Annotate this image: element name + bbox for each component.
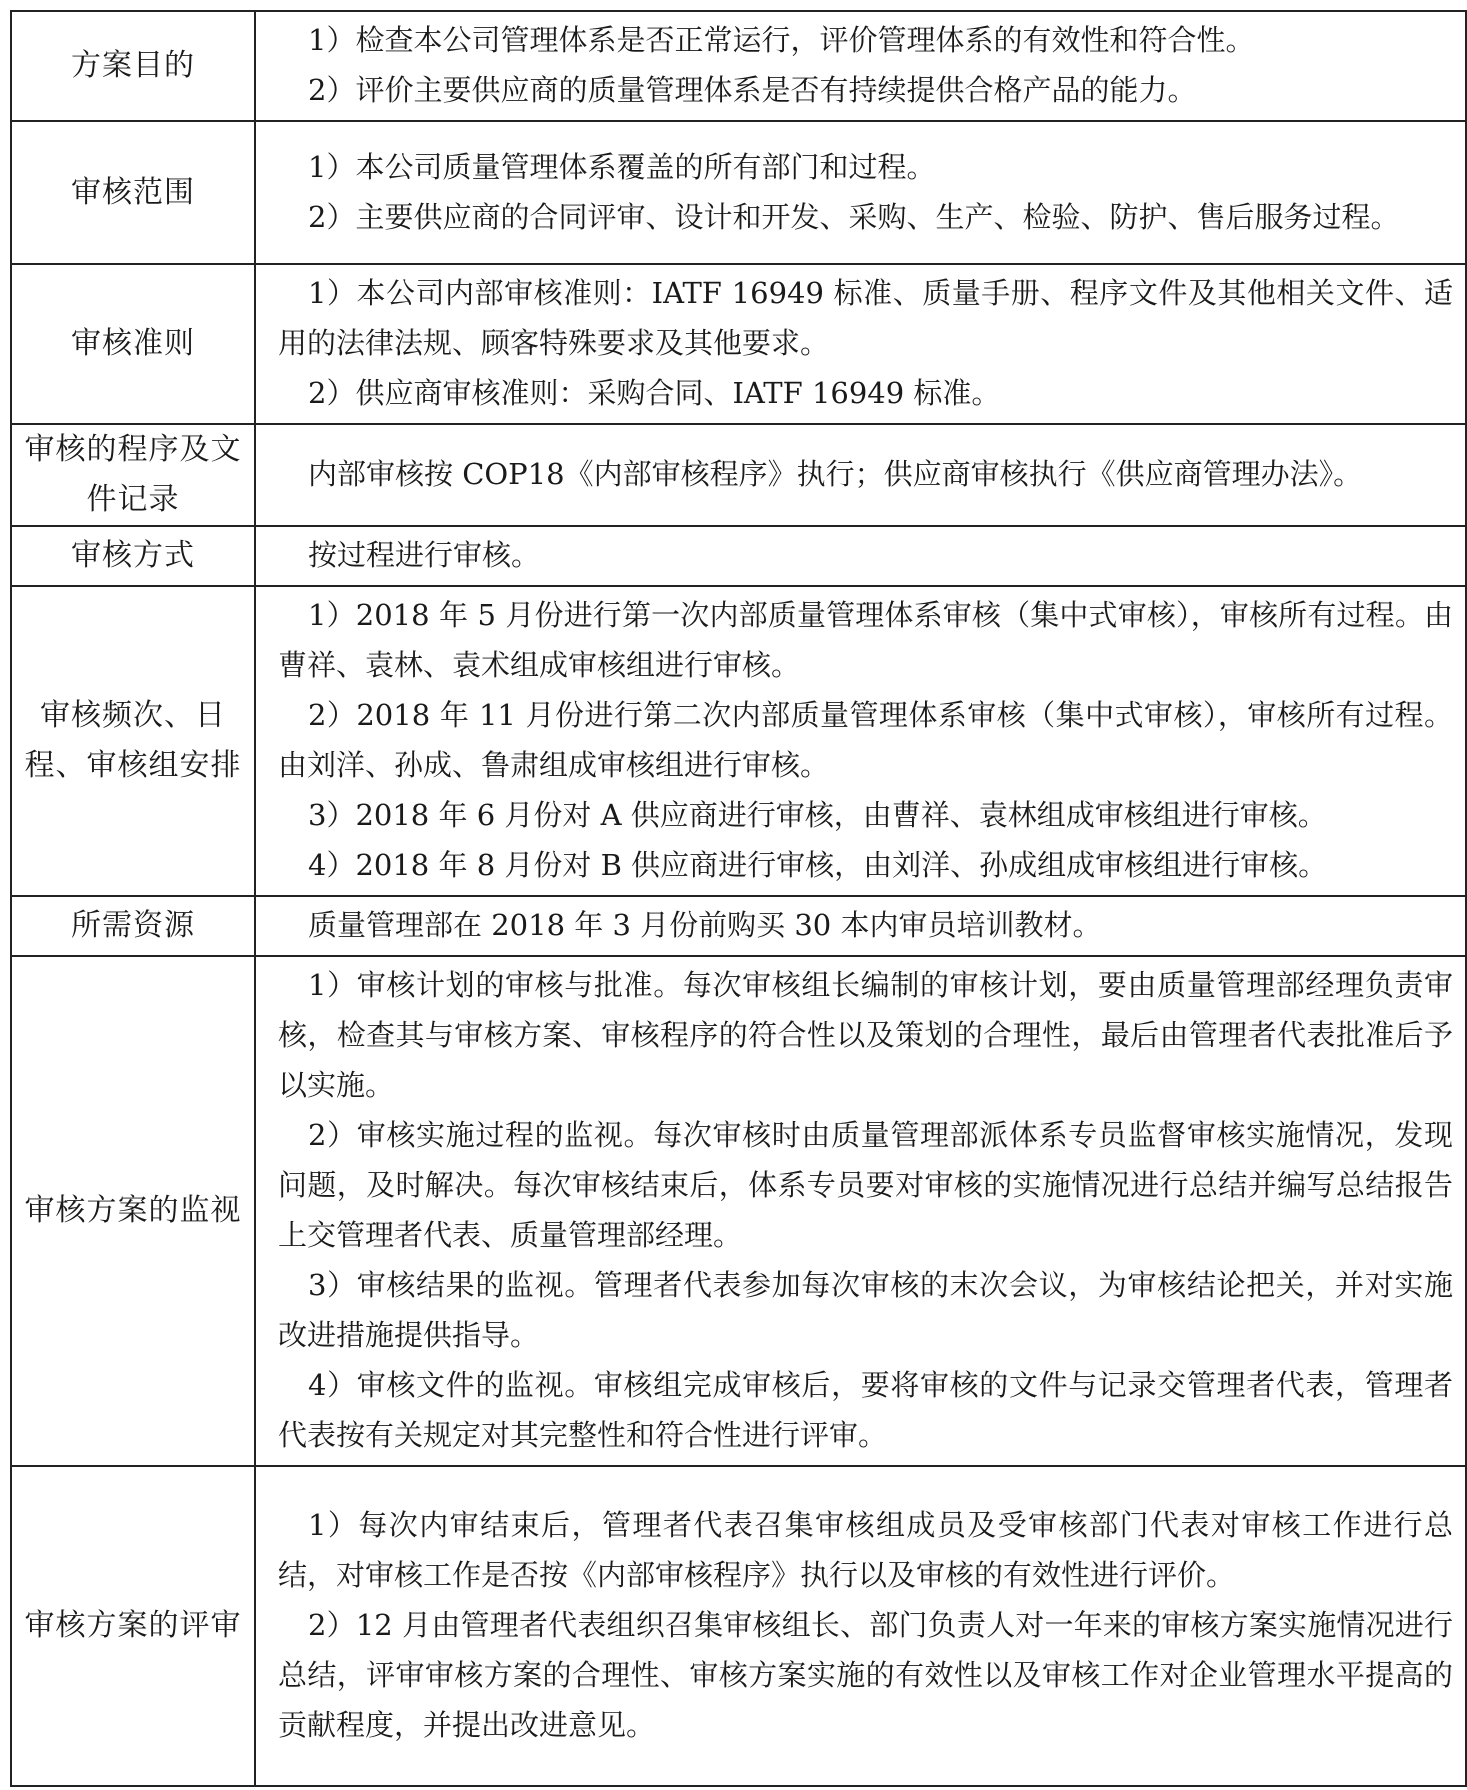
paragraph: 按过程进行审核。 [308, 538, 541, 572]
row-label-procedures-records: 审核的程序及文件记录 [11, 424, 255, 526]
table-row [11, 11, 1466, 121]
paragraph: 2）主要供应商的合同评审、设计和开发、采购、生产、检验、防护、售后服务过程。 [308, 199, 1400, 234]
table-row [11, 424, 1466, 526]
paragraph: 2）12 月由管理者代表组织召集审核组长、部门负责人对一年来的审核方案实施情况进行总结，评审审核方案的合理性、审核方案实施的有效性以及审核工作对企业管理水平提高的贡献程度，并提出改进意见。 [278, 1608, 1453, 1742]
paragraph: 2）供应商审核准则：采购合同、IATF 16949 标准。 [308, 376, 1001, 410]
table-row [11, 264, 1466, 424]
row-label-frequency-schedule-team: 审核频次、日程、审核组安排 [11, 586, 255, 896]
paragraph: 3）2018 年 6 月份对 A 供应商进行审核，由曹祥、袁林组成审核组进行审核。 [308, 798, 1327, 832]
row-content [255, 586, 1466, 896]
paragraph: 内部审核按 COP18《内部审核程序》执行；供应商审核执行《供应商管理办法》。 [308, 457, 1363, 491]
row-label-audit-method: 审核方式 [11, 526, 255, 586]
paragraph: 1）检查本公司管理体系是否正常运行，评价管理体系的有效性和符合性。 [308, 23, 1255, 57]
paragraph: 1）2018 年 5 月份进行第一次内部质量管理体系审核（集中式审核），审核所有过程。由曹祥、袁林、袁术组成审核组进行审核。 [278, 598, 1453, 682]
table-row [11, 526, 1466, 586]
row-content [255, 956, 1466, 1466]
paragraph: 3）审核结果的监视。管理者代表参加每次审核的末次会议，为审核结论把关，并对实施改进措施提供指导。 [278, 1268, 1453, 1352]
row-content [255, 526, 1466, 586]
row-content [255, 424, 1466, 526]
paragraph: 2）评价主要供应商的质量管理体系是否有持续提供合格产品的能力。 [308, 73, 1197, 107]
paragraph: 1）本公司质量管理体系覆盖的所有部门和过程。 [308, 149, 936, 184]
paragraph: 2）2018 年 11 月份进行第二次内部质量管理体系审核（集中式审核），审核所有过程。由刘洋、孙成、鲁肃组成审核组进行审核。 [278, 698, 1453, 782]
table-row [11, 586, 1466, 896]
row-content [255, 896, 1466, 956]
paragraph: 1）审核计划的审核与批准。每次审核组长编制的审核计划，要由质量管理部经理负责审核，检查其与审核方案、审核程序的符合性以及策划的合理性，最后由管理者代表批准后予以实施。 [278, 968, 1453, 1102]
table-row [11, 121, 1466, 264]
row-label-program-review: 审核方案的评审 [11, 1466, 255, 1786]
row-content [255, 11, 1466, 121]
row-label-program-purpose: 方案目的 [11, 11, 255, 121]
row-content [255, 1466, 1466, 1786]
row-content [255, 121, 1466, 264]
paragraph: 1）每次内审结束后，管理者代表召集审核组成员及受审核部门代表对审核工作进行总结，对审核工作是否按《内部审核程序》执行以及审核的有效性进行评价。 [278, 1508, 1453, 1592]
table-row [11, 896, 1466, 956]
paragraph: 质量管理部在 2018 年 3 月份前购买 30 本内审员培训教材。 [308, 908, 1102, 942]
table-row [11, 956, 1466, 1466]
row-label-audit-scope: 审核范围 [11, 121, 255, 264]
paragraph: 2）审核实施过程的监视。每次审核时由质量管理部派体系专员监督审核实施情况，发现问题，及时解决。每次审核结束后，体系专员要对审核的实施情况进行总结并编写总结报告上交管理者代表、质量管理部经理。 [278, 1118, 1453, 1252]
paragraph: 1）本公司内部审核准则：IATF 16949 标准、质量手册、程序文件及其他相关文件、适用的法律法规、顾客特殊要求及其他要求。 [278, 276, 1453, 360]
audit-program-table [10, 10, 1467, 1787]
row-label-audit-criteria: 审核准则 [11, 264, 255, 424]
paragraph: 4）2018 年 8 月份对 B 供应商进行审核，由刘洋、孙成组成审核组进行审核。 [308, 848, 1328, 882]
row-label-required-resources: 所需资源 [11, 896, 255, 956]
row-label-program-monitoring: 审核方案的监视 [11, 956, 255, 1466]
paragraph: 4）审核文件的监视。审核组完成审核后，要将审核的文件与记录交管理者代表，管理者代表按有关规定对其完整性和符合性进行评审。 [278, 1368, 1453, 1452]
table-row [11, 1466, 1466, 1786]
row-content [255, 264, 1466, 424]
